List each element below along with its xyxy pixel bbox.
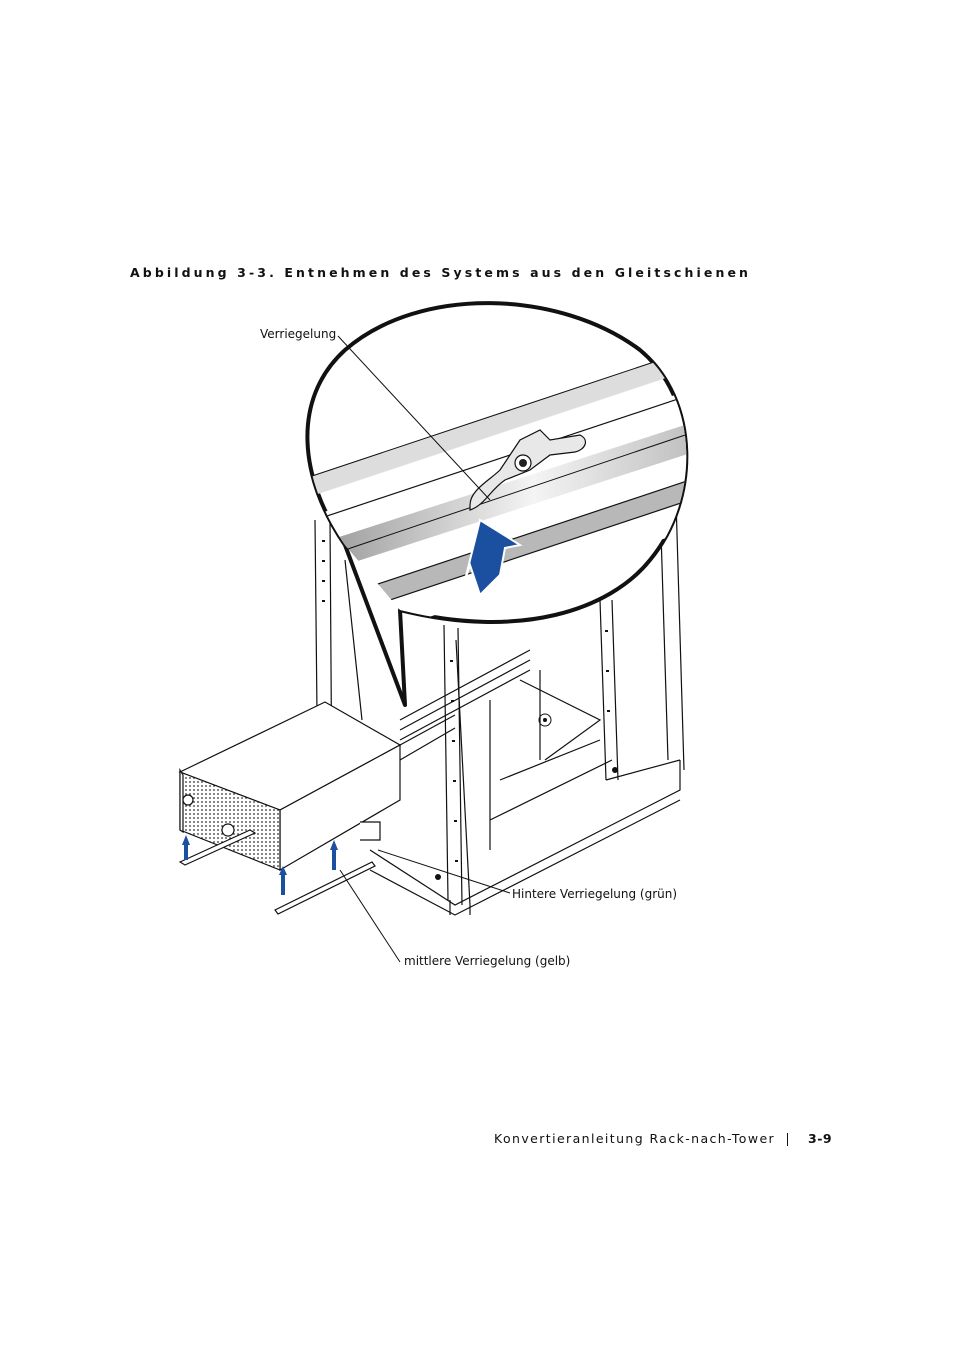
figure-caption: Abbildung 3-3. Entnehmen des Systems aus den Gleitschienen: [130, 265, 752, 280]
footer-separator: [787, 1133, 788, 1146]
callout-middle-latch: mittlere Verriegelung (gelb): [404, 954, 571, 968]
footer-document-title: Konvertieranleitung Rack-nach-Tower: [494, 1131, 776, 1146]
page-number: 3-9: [808, 1131, 833, 1146]
callout-rear-latch: Hintere Verriegelung (grün): [512, 887, 678, 901]
callout-latch: Verriegelung: [260, 327, 337, 341]
